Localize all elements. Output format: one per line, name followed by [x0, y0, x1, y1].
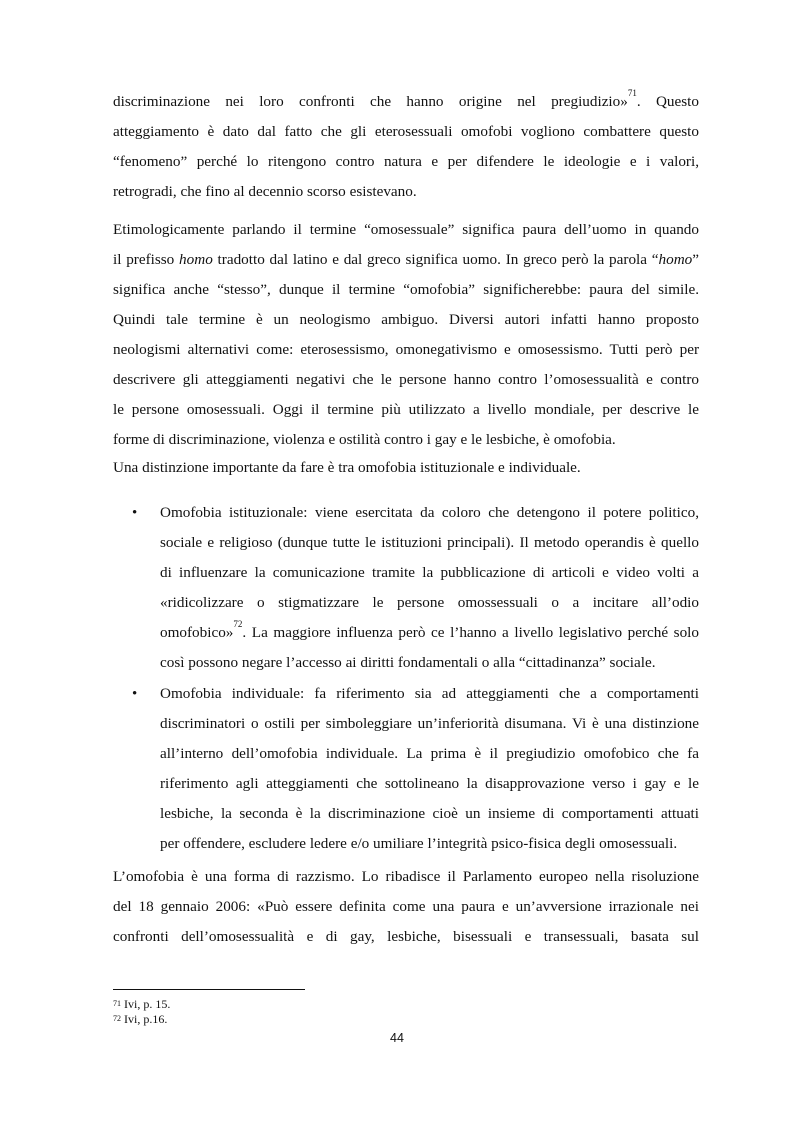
italic-term: homo — [658, 251, 693, 268]
text-line: così possono negare l’accesso ai diritti fondamentali o alla “cittadinanza” sociale. — [160, 654, 656, 671]
text-line: forme di discriminazione, violenza e ostilità contro i gay e le lesbiche, è omofobia. — [113, 431, 616, 448]
italic-term: homo — [179, 251, 213, 268]
footnote-72: $^{72}$ Ivi, p.16. — [113, 1012, 168, 1026]
text-line: all’interno dell’omofobia individuale. La prima è il pregiudizio omofobico che fa — [160, 745, 699, 762]
page-number: 44 — [390, 1031, 404, 1045]
bullet-item-institutional — [160, 498, 699, 678]
text-line: confronti dell’omosessualità e di gay, lesbiche, bisessuali e transessuali, basata sul — [113, 928, 699, 945]
text-line: descrivere gli atteggiamenti negativi che le persone hanno contro l’omosessualità e contro — [113, 371, 699, 388]
text-line: riferimento agli atteggiamenti che sottolineano la disapprovazione verso i gay e le — [160, 775, 699, 792]
footnote-ref-72[interactable]: 72 — [233, 619, 243, 629]
text-line: Etimologicamente parlando il termine “omosessuale” significa paura dell’uomo in quando — [113, 221, 699, 238]
text-line: Omofobia istituzionale: viene esercitata da coloro che detengono il potere politico, — [160, 504, 699, 521]
text-line: sociale e religioso (dunque tutte le istituzioni principali). Il metodo operandis è quello — [160, 534, 699, 551]
footnote-divider — [113, 989, 305, 990]
text-line: “fenomeno” perché lo ritengono contro natura e per difendere le ideologie e i valori, — [113, 153, 699, 170]
paragraph-1 — [113, 87, 699, 207]
text-line: le persone omosessuali. Oggi il termine più utilizzato a livello mondiale, per descrive le — [113, 401, 699, 418]
text-line: per offendere, escludere ledere e/o umiliare l’integrità psico-fisica degli omosessuali. — [160, 835, 678, 852]
text-line: retrogradi, che fino al decennio scorso esistevano. — [113, 183, 417, 200]
paragraph-2 — [113, 215, 699, 455]
paragraph-4 — [113, 862, 699, 952]
text-line: L’omofobia è una forma di razzismo. Lo ribadisce il Parlamento europeo nella risoluzione — [113, 868, 699, 885]
paragraph-3 — [113, 453, 699, 483]
text-line: significa anche “stesso”, dunque il termine “omofobia” significherebbe: paura del simile. — [113, 281, 699, 298]
text-line: del 18 gennaio 2006: «Può essere definita come una paura e un’avversione irrazionale nei — [113, 898, 699, 915]
text-line: Omofobia individuale: fa riferimento sia ad atteggiamenti che a comportamenti — [160, 685, 699, 702]
text-line: discriminatori o ostili per simboleggiare un’inferiorità disumana. Vi è una distinzione — [160, 715, 699, 732]
text-line: il prefisso homo tradotto dal latino e dal greco significa uomo. In greco però la parola “homo” — [113, 251, 699, 268]
footnote-71: $^{71}$ Ivi, p. 15. — [113, 997, 171, 1011]
text-line: neologismi alternativi come: eterosessismo, omonegativismo e omosessismo. Tutti però per — [113, 341, 699, 358]
text-line: Una distinzione importante da fare è tra omofobia istituzionale e individuale. — [113, 459, 581, 476]
text-line: lesbiche, la seconda è la discriminazione cioè un insieme di comportamenti attuati — [160, 805, 699, 822]
bullet-item-individual — [160, 679, 699, 859]
bullet-icon: • — [132, 505, 138, 521]
bullet-icon: • — [132, 686, 138, 702]
footnote-ref-71[interactable]: 71 — [627, 88, 637, 98]
text-line: Quindi tale termine è un neologismo ambiguo. Diversi autori infatti hanno proposto — [113, 311, 699, 328]
text-line: discriminazione nei loro confronti che hanno origine nel pregiudizio»$^{71}$. Questo — [113, 88, 699, 110]
text-line: atteggiamento è dato dal fatto che gli eterosessuali omofobi vogliono combattere questo — [113, 123, 699, 140]
text-line: omofobico»$^{72}$. La maggiore influenza però ce l’hanno a livello legislativo perché solo — [160, 619, 699, 641]
text-line: «ridicolizzare o stigmatizzare le persone omossessuali o a incitare all’odio — [160, 594, 699, 611]
text-line: di influenzare la comunicazione tramite la pubblicazione di articoli e video volti a — [160, 564, 699, 581]
